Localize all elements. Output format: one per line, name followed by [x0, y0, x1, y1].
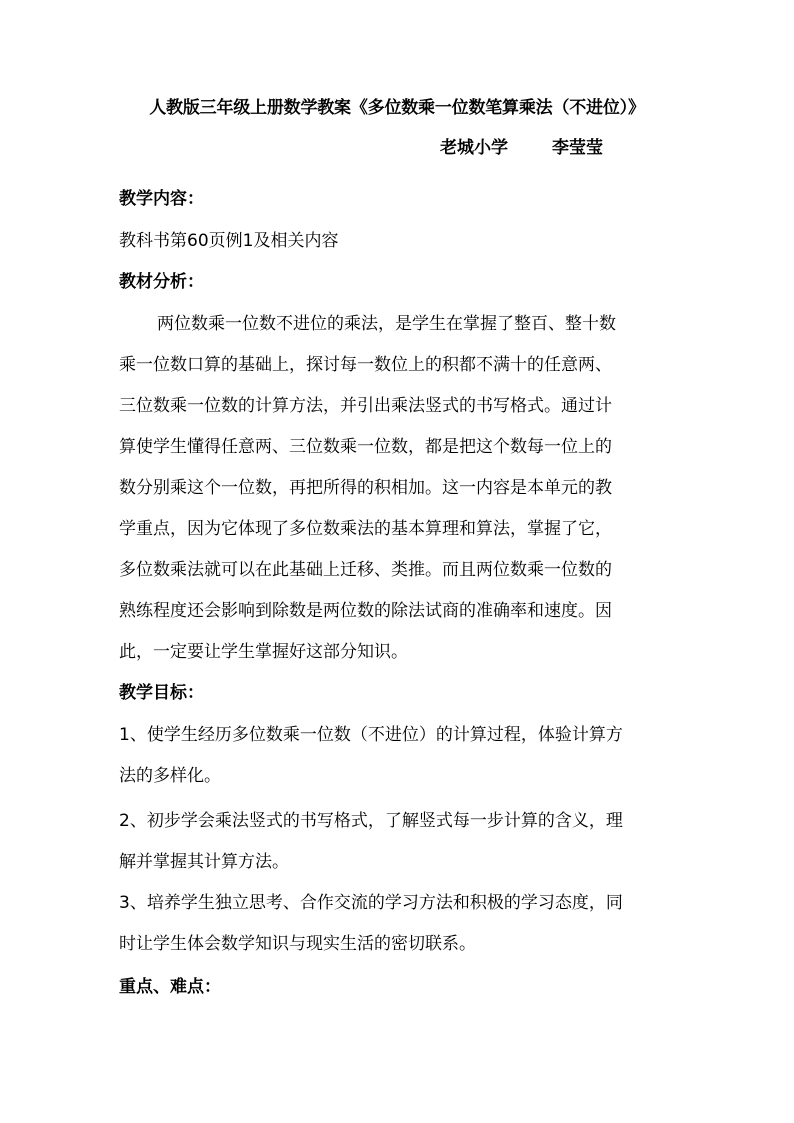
author-school: 老城小学 [440, 138, 508, 158]
key-points-heading: 重点、难点： [119, 977, 221, 997]
analysis-line: 三位数乘一位数的计算方法，并引出乘法竖式的书写格式。通过计 [119, 396, 612, 416]
material-analysis-heading: 教材分析： [119, 272, 204, 292]
goal-line: 解并掌握其计算方法。 [119, 852, 289, 872]
document-title: 人教版三年级上册数学教案《多位数乘一位数笔算乘法（不进位）》 [149, 98, 645, 118]
analysis-line: 乘一位数口算的基础上，探讨每一数位上的积都不满十的任意两、 [119, 355, 612, 375]
analysis-line: 两位数乘一位数不进位的乘法，是学生在掌握了整百、整十数 [157, 314, 616, 334]
goal-line: 1、使学生经历多位数乘一位数（不进位）的计算过程，体验计算方 [119, 725, 623, 745]
teaching-content-text: 教科书第60页例1及相关内容 [119, 231, 339, 251]
analysis-line: 此，一定要让学生掌握好这部分知识。 [119, 642, 408, 662]
analysis-line: 数分别乘这个一位数，再把所得的积相加。这一内容是本单元的教 [119, 478, 612, 498]
analysis-line: 多位数乘法就可以在此基础上迁移、类推。而且两位数乘一位数的 [119, 560, 612, 580]
analysis-line: 算使学生懂得任意两、三位数乘一位数，都是把这个数每一位上的 [119, 437, 612, 457]
teaching-content-heading: 教学内容： [119, 189, 204, 209]
goal-line: 时让学生体会数学知识与现实生活的密切联系。 [119, 934, 476, 954]
goal-line: 法的多样化。 [119, 766, 221, 786]
goal-line: 3、培养学生独立思考、合作交流的学习方法和积极的学习态度，同 [119, 893, 623, 913]
teaching-goals-heading: 教学目标： [119, 683, 204, 703]
author-line [440, 134, 603, 162]
author-name: 李莹莹 [552, 138, 603, 158]
goal-line: 2、初步学会乘法竖式的书写格式，了解竖式每一步计算的含义，理 [119, 811, 623, 831]
analysis-line: 学重点，因为它体现了多位数乘法的基本算理和算法，掌握了它， [119, 519, 612, 539]
analysis-line: 熟练程度还会影响到除数是两位数的除法试商的准确率和速度。因 [119, 601, 612, 621]
